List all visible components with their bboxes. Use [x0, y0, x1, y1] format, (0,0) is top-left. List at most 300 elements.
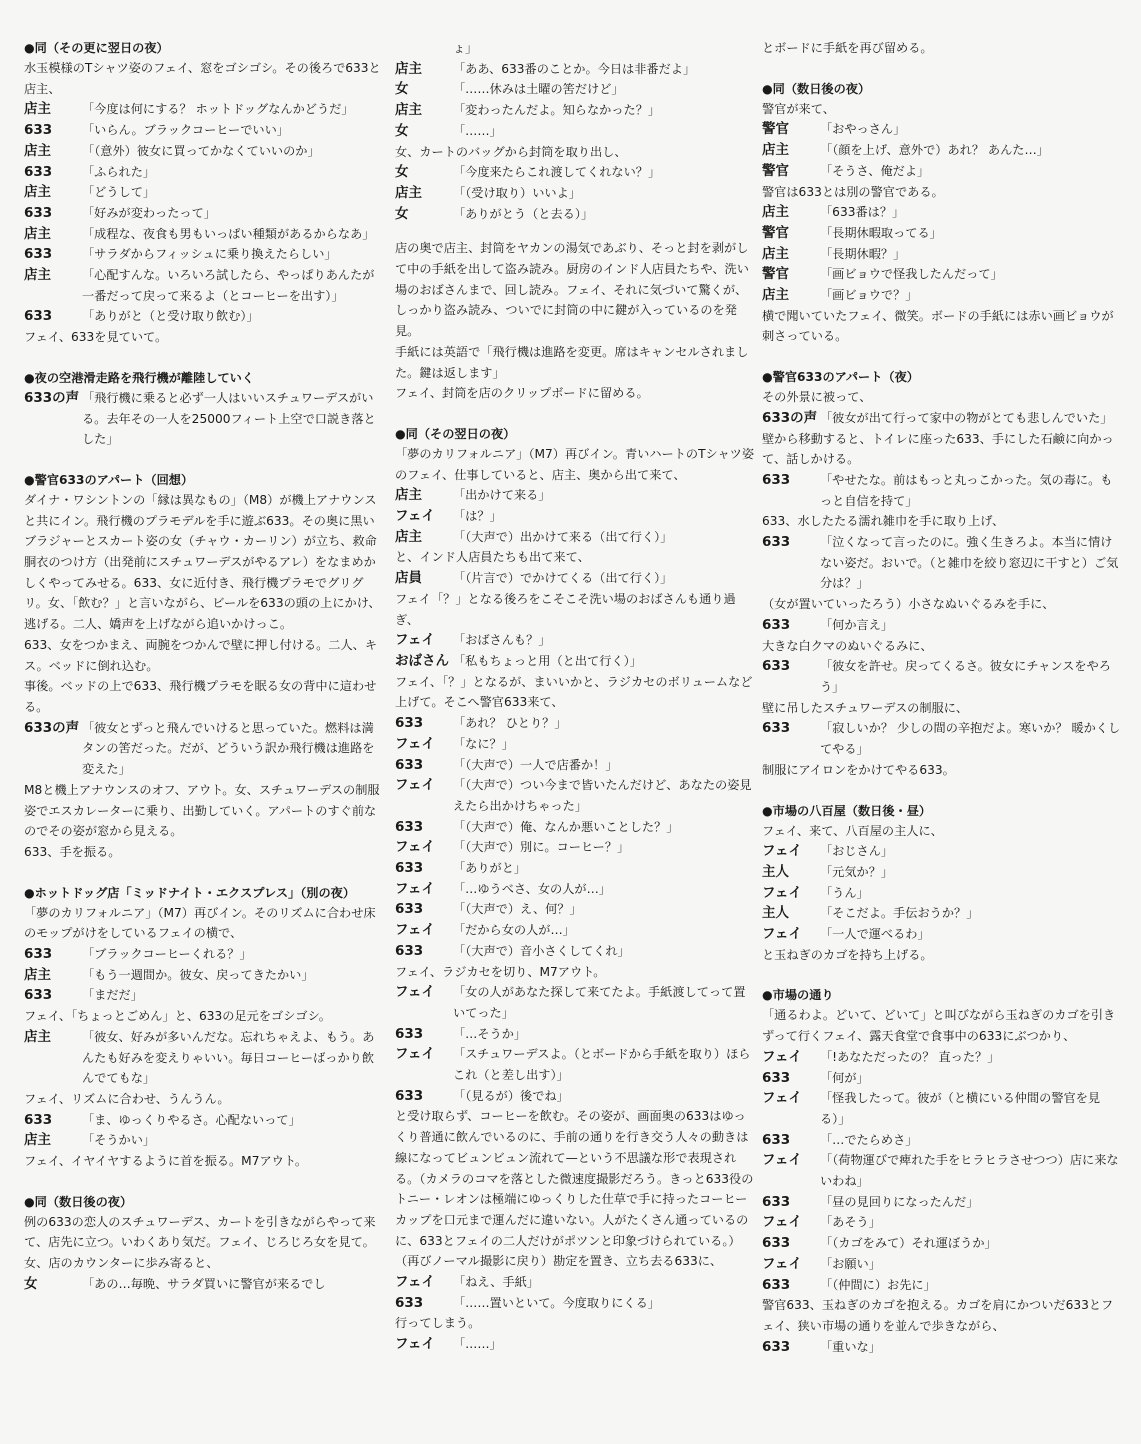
speaker-name: 女 — [395, 122, 409, 139]
section-spacer — [24, 1172, 384, 1186]
dialogue-text: 「まだだ」 — [82, 988, 143, 1003]
scene-heading: ●警官633のアパート（夜） — [762, 370, 919, 385]
dialogue-text: 「彼女とずっと飛んでいけると思っていた。燃料は満タンの筈だった。だが、どういう訳か飛行機は進路を変えた」 — [82, 720, 375, 777]
dialogue-line — [762, 1068, 1122, 1089]
section-spacer — [395, 404, 755, 418]
dialogue-line — [395, 59, 755, 80]
speaker-name: フェイ — [762, 1090, 802, 1107]
dialogue-line — [395, 713, 755, 734]
stage-direction: 水玉模様のTシャツ姿のフェイ、窓をゴシゴシ。その後ろで633と店主、 — [24, 61, 381, 96]
section-spacer — [762, 781, 1122, 795]
dialogue-text: 「元気か？」 — [820, 864, 894, 879]
stage-direction: フェイ、633を見ていて。 — [24, 330, 168, 345]
dialogue-line — [395, 755, 755, 776]
speaker-name: フェイ — [762, 1152, 802, 1169]
dialogue-text: 「何が」 — [820, 1070, 869, 1085]
speaker-name: 主人 — [762, 905, 789, 922]
section-spacer — [395, 224, 755, 238]
speaker-name: 店主 — [395, 60, 422, 77]
dialogue-line — [395, 858, 755, 879]
dialogue-text: 「変わったんだよ。知らなかった？」 — [453, 103, 661, 118]
speaker-name: フェイ — [395, 1274, 435, 1291]
stage-direction: 「夢のカリフォルニア」（M7）再びイン。そのリズムに合わせ床のモップがけをしているフェイの横で、 — [24, 905, 376, 941]
dialogue-text: 「（大声で）別に。コーヒー？」 — [453, 840, 630, 855]
dialogue-text: 「サラダからフィッシュに乗り換えたらしい」 — [82, 247, 337, 262]
speaker-name: 633 — [24, 987, 53, 1004]
dialogue-text: 「今度は何にする？ ホットドッグなんかどうだ」 — [82, 102, 354, 117]
dialogue-text: 「……休みは土曜の筈だけど」 — [453, 82, 624, 97]
dialogue-line — [762, 862, 1122, 883]
dialogue-text: 「女の人があなた探して来てたよ。手紙渡してって置いてった」 — [453, 985, 746, 1020]
dialogue-text: 「おじさん」 — [820, 844, 894, 859]
scene-heading: ●警官633のアパート（回想） — [24, 472, 194, 487]
speaker-name: フェイ — [395, 735, 435, 752]
dialogue-line — [395, 100, 755, 121]
stage-direction: その外景に被って、 — [762, 390, 872, 405]
speaker-name: 店主 — [24, 267, 51, 284]
speaker-name: 633 — [762, 534, 791, 551]
dialogue-text: 「なに？」 — [453, 736, 514, 751]
dialogue-line — [762, 1337, 1122, 1358]
dialogue-line — [24, 265, 384, 306]
scene-heading: ●市場の八百屋（数日後・昼） — [762, 803, 932, 818]
speaker-name: 633 — [762, 1131, 791, 1148]
dialogue-text: 「（カゴをみて）それ運ぼうか」 — [820, 1236, 997, 1251]
dialogue-text: 「一人で運べるわ」 — [820, 927, 930, 942]
dialogue-line — [24, 203, 384, 224]
text-column-left — [24, 38, 384, 1295]
dialogue-text: 「彼女を許せ。戻ってくるさ。彼女にチャンスをやろう」 — [820, 659, 1111, 694]
speaker-name: 店主 — [762, 245, 789, 262]
dialogue-text: 「成程な、夜食も男もいっぱい種類があるからなあ」 — [82, 226, 375, 241]
dialogue-text: 「あの…毎晩、サラダ買いに警官が来るでし — [82, 1276, 326, 1291]
dialogue-line — [24, 944, 384, 965]
dialogue-text: 「ありがとう（と去る）」 — [453, 206, 594, 221]
stage-direction: 「通るわよ。どいて、どいて」と叫びながら玉ねぎのカゴを引きずって行くフェイ、露天食堂で食事中の633にぶつかり、 — [762, 1008, 1116, 1044]
dialogue-line — [24, 965, 384, 986]
speaker-name: 女 — [395, 81, 409, 98]
stage-direction: 「夢のカリフォルニア」（M7）再びイン。青いハートのTシャツ姿のフェイ、仕事していると、店主、奥から出て来て、 — [395, 446, 755, 482]
dialogue-line — [762, 140, 1122, 161]
speaker-name: フェイ — [762, 1214, 802, 1231]
dialogue-text: 「（大声で）俺、なんか悪いことした？」 — [453, 819, 679, 834]
dialogue-line — [395, 651, 755, 672]
dialogue-text: 「好みが変わったって」 — [82, 205, 216, 220]
speaker-name: フェイ — [395, 880, 435, 897]
stage-direction: 633、女をつかまえ、両腕をつかんで壁に押し付ける。二人、キス。ベッドに倒れ込む。 — [24, 637, 378, 673]
speaker-name — [395, 38, 453, 59]
dialogue-text: 「もう一週間か。彼女、戻ってきたかい」 — [82, 967, 314, 982]
dialogue-text: 「ねえ、手紙」 — [453, 1275, 540, 1290]
dialogue-text: 「彼女が出て行って家中の物がとても悲しんでいた」 — [820, 410, 1113, 425]
dialogue-line — [395, 630, 755, 651]
section-spacer — [762, 347, 1122, 361]
speaker-name: 633 — [24, 163, 53, 180]
speaker-name: 店主 — [24, 184, 51, 201]
dialogue-text: 「（顔を上げ、意外で）あれ？ あんた…」 — [820, 143, 1049, 158]
speaker-name: 女 — [24, 1275, 38, 1292]
dialogue-line — [762, 470, 1122, 511]
section-spacer — [24, 863, 384, 877]
dialogue-text: 「画ビョウで？」 — [820, 288, 918, 303]
speaker-name: 店主 — [24, 966, 51, 983]
dialogue-line — [762, 718, 1122, 759]
dialogue-line — [24, 306, 384, 327]
speaker-name: 633 — [395, 756, 424, 773]
dialogue-line — [762, 119, 1122, 140]
dialogue-text: 「……」 — [453, 1337, 502, 1352]
dialogue-line — [395, 817, 755, 838]
dialogue-line — [24, 182, 384, 203]
scene-heading: ●同（数日後の夜） — [24, 1194, 133, 1209]
dialogue-text: ょ」 — [453, 41, 478, 55]
speaker-name: 633 — [24, 1111, 53, 1128]
dialogue-line — [395, 506, 755, 527]
dialogue-line — [762, 532, 1122, 594]
dialogue-text: 「お願い」 — [820, 1256, 881, 1271]
dialogue-line — [24, 718, 384, 780]
speaker-name: 633 — [762, 471, 791, 488]
dialogue-text: 「……置いといて。今度取りにくる」 — [453, 1295, 660, 1310]
dialogue-line — [762, 223, 1122, 244]
dialogue-text: 「心配すんな。いろいろ試したら、やっぱりあんたが一番だって戻って来るよ（とコーヒーを出す）」 — [82, 268, 375, 303]
dialogue-text: 「（大声で）一人で店番か！」 — [453, 757, 618, 772]
dialogue-line — [762, 615, 1122, 636]
speaker-name: 店主 — [395, 184, 422, 201]
dialogue-text: 「泣くなって言ったのに。強く生きろよ。本当に情けない姿だ。おいで。（と雑巾を絞り窓辺に干すと）ご気分は？」 — [820, 535, 1119, 591]
dialogue-line — [762, 1192, 1122, 1213]
stage-direction: 店の奥で店主、封筒をヤカンの湯気であぶり、そっと封を剥がして中の手紙を出して盗み読み。厨房のインド人店員たちや、洗い場のおばさんまで、回し読み。フェイ、それに気づいて驚くが、しっかり盗み読み、ついでに封筒の中に鍵が入っているのを発見。 — [395, 241, 749, 339]
dialogue-text: 「いらん。ブラックコーヒーでいい」 — [82, 123, 289, 138]
dialogue-line — [395, 527, 755, 548]
section-spacer — [24, 450, 384, 464]
dialogue-text: 「スチュワーデスよ。（とボードから手紙を取り）ほらこれ（と差し出す）」 — [453, 1047, 751, 1083]
dialogue-text: 「…ゆうべさ、女の人が…」 — [453, 881, 611, 896]
dialogue-line — [395, 485, 755, 506]
dialogue-line — [395, 183, 755, 204]
speaker-name: 店主 — [762, 204, 789, 221]
stage-direction: 警官が来て、 — [762, 101, 835, 116]
stage-direction: 壁に吊したスチュワーデスの制服に、 — [762, 700, 969, 715]
speaker-name: 女 — [395, 164, 409, 181]
dialogue-text: 「怪我したって。彼が（と横にいる仲間の警官を見る）」 — [820, 1091, 1101, 1126]
speaker-name: 633 — [24, 308, 53, 325]
dialogue-line — [395, 1272, 755, 1293]
speaker-name: 633 — [395, 715, 424, 732]
dialogue-text: 「は？」 — [453, 509, 502, 524]
speaker-name: 633 — [395, 1025, 424, 1042]
speaker-name: 633 — [395, 1294, 424, 1311]
speaker-name: 店主 — [762, 287, 789, 304]
dialogue-line — [762, 1047, 1122, 1068]
dialogue-line — [762, 244, 1122, 265]
dialogue-text: 「!あなただったの？ 直った？」 — [820, 1049, 1000, 1064]
speaker-name: 633 — [395, 1087, 424, 1104]
scene-heading: ●同（その翌日の夜） — [395, 426, 516, 441]
stage-direction: 制服にアイロンをかけてやる633。 — [762, 762, 955, 777]
dialogue-line — [762, 1254, 1122, 1275]
dialogue-text: 「長期休暇取ってる」 — [820, 225, 942, 240]
dialogue-text: 「だから女の人が…」 — [453, 923, 575, 938]
dialogue-text: 「うん」 — [820, 885, 869, 900]
speaker-name: 633 — [762, 616, 791, 633]
speaker-name: フェイ — [762, 926, 802, 943]
dialogue-line — [395, 568, 755, 589]
dialogue-text: 「ありがと（と受け取り飲む）」 — [82, 309, 259, 324]
stage-direction: 行ってしまう。 — [395, 1316, 481, 1331]
scene-heading: ●ホットドッグ店「ミッドナイト・エクスプレス」（別の夜） — [24, 885, 356, 900]
stage-direction: フェイ、来て、八百屋の主人に、 — [762, 823, 943, 838]
dialogue-line — [762, 903, 1122, 924]
dialogue-line — [24, 244, 384, 265]
speaker-name: 633の声 — [24, 389, 80, 406]
dialogue-text: 「（大声で）つい今まで皆いたんだけど、あなたの姿見えたら出かけちゃった」 — [453, 778, 752, 813]
dialogue-text: 「そうさ、俺だよ」 — [820, 163, 930, 178]
dialogue-line — [762, 202, 1122, 223]
dialogue-line — [24, 1027, 384, 1089]
scene-heading: ●同（数日後の夜） — [762, 81, 871, 96]
speaker-name: 店主 — [395, 102, 422, 119]
stage-direction: 大きな白クマのぬいぐるみに、 — [762, 638, 933, 653]
speaker-name: フェイ — [395, 508, 435, 525]
stage-direction: 事後。ベッドの上で633、飛行機プラモを眠る女の背中に這わせる。 — [24, 679, 377, 714]
speaker-name: フェイ — [762, 1048, 802, 1065]
dialogue-text: 「（荷物運びで痺れた手をヒラヒラさせつつ）店に来ないわね」 — [820, 1153, 1119, 1189]
dialogue-line — [762, 1088, 1122, 1129]
speaker-name: 店主 — [24, 142, 51, 159]
dialogue-text: 「（仲間に）お先に」 — [820, 1277, 936, 1292]
dialogue-line — [395, 162, 755, 183]
speaker-name: フェイ — [762, 884, 802, 901]
dialogue-line — [762, 408, 1122, 429]
dialogue-line — [762, 285, 1122, 306]
speaker-name: 633 — [395, 942, 424, 959]
stage-direction: と玉ねぎのカゴを持ち上げる。 — [762, 947, 933, 962]
dialogue-line — [395, 941, 755, 962]
speaker-name: フェイ — [395, 1336, 435, 1353]
dialogue-line — [24, 162, 384, 183]
dialogue-line — [395, 920, 755, 941]
dialogue-text: 「ふられた」 — [82, 164, 156, 179]
dialogue-line — [395, 982, 755, 1023]
dialogue-text: 「（大声で）出かけて来る（出て行く）」 — [453, 529, 673, 544]
speaker-name: 店員 — [395, 570, 422, 587]
stage-direction: 633、水したたる濡れ雑巾を手に取り上げ、 — [762, 514, 1005, 529]
stage-direction: ダイナ・ワシントンの「縁は異なもの」（M8）が機上アナウンスと共にイン。飛行機のプラモデルを手に遊ぶ633。その奥に黒いブラジャーとスカート姿の女（チャウ・カーリン）が立ち、救命胴衣のつけ方（出発前にスチュワーデスがやるアレ）をなまめかしくやってみせる。633、女に近付き、飛行機プラモでグリグリ。女、「飲む？」と言いながら、ビールを633の頭の上にかけ、逃げる。二人、嬌声を上げながら追いかけっこ。 — [24, 492, 381, 632]
dialogue-line — [395, 1293, 755, 1314]
stage-direction: 警官は633とは別の警官である。 — [762, 184, 944, 199]
dialogue-line — [24, 99, 384, 120]
speaker-name: 店主 — [24, 1028, 51, 1045]
speaker-name: フェイ — [395, 839, 435, 856]
speaker-name: 633 — [24, 122, 53, 139]
scene-heading: ●夜の空港滑走路を飛行機が離陸していく — [24, 370, 255, 385]
stage-direction: フェイ、「ちょっとごめん」と、633の足元をゴシゴシ。 — [24, 1009, 331, 1024]
dialogue-text: 「（見るが）後でね」 — [453, 1088, 569, 1103]
dialogue-line — [24, 141, 384, 162]
dialogue-text: 「寂しいか？ 少しの間の辛抱だよ。寒いか？ 暖かくしてやる」 — [820, 721, 1121, 757]
dialogue-text: 「あそう」 — [820, 1215, 881, 1230]
speaker-name: 店主 — [395, 528, 422, 545]
dialogue-line — [762, 656, 1122, 697]
dialogue-text: 「（受け取り）いいよ」 — [453, 185, 581, 200]
dialogue-line — [395, 775, 755, 816]
speaker-name: 警官 — [762, 224, 789, 241]
speaker-name: フェイ — [395, 922, 435, 939]
dialogue-text: 「（片言で）でかけてくる（出て行く）」 — [453, 571, 673, 586]
speaker-name: 633の声 — [24, 719, 80, 736]
dialogue-line — [24, 1110, 384, 1131]
speaker-name: フェイ — [762, 1255, 802, 1272]
dialogue-line — [762, 1212, 1122, 1233]
dialogue-text: 「……」 — [453, 123, 502, 138]
text-column-middle — [395, 38, 755, 1355]
stage-direction: と受け取らず、コーヒーを飲む。その姿が、画面奥の633はゆっくり普通に飲んでいるのに、手前の通りを行き交う人々の動きは線になってビュンビュン流れて—という不思議な形で表現される。（カメラのコマを落とした微速度撮影だろう。きっと633役のトニー・レオンは極端にゆっくりした仕草で手に持ったコーヒーカップを口元まで運んだに違いない。人がたくさん通っているのに、633とフェイの二人だけがポツンと印象づけられている。） — [395, 1109, 754, 1248]
dialogue-line — [395, 1334, 755, 1355]
dialogue-line — [395, 1086, 755, 1107]
scene-heading: ●同（その更に翌日の夜） — [24, 41, 169, 55]
dialogue-text: 「ブラックコーヒーくれる？」 — [82, 947, 252, 962]
speaker-name: フェイ — [395, 1046, 435, 1063]
speaker-name: 633 — [762, 1276, 791, 1293]
dialogue-line — [24, 1130, 384, 1151]
dialogue-text: 「あれ？ ひとり？」 — [453, 716, 567, 731]
stage-direction: 手紙には英語で「飛行機は進路を変更。席はキャンセルされました。鍵は返します」 — [395, 344, 749, 380]
speaker-name: おばさん — [395, 652, 449, 669]
dialogue-line — [395, 837, 755, 858]
dialogue-text: 「633番は？」 — [820, 205, 905, 220]
dialogue-line — [762, 1130, 1122, 1151]
speaker-name: 633 — [762, 720, 791, 737]
dialogue-text: 「（大声で）音小さくしてくれ」 — [453, 943, 630, 958]
speaker-name: 633 — [762, 1235, 791, 1252]
speaker-name: 店主 — [24, 101, 51, 118]
dialogue-line — [762, 264, 1122, 285]
dialogue-line — [24, 120, 384, 141]
section-spacer — [24, 348, 384, 362]
speaker-name: 女 — [395, 205, 409, 222]
dialogue-line — [24, 985, 384, 1006]
dialogue-line — [395, 1024, 755, 1045]
stage-direction: フェイ、封筒を店のクリップボードに留める。 — [395, 386, 649, 401]
dialogue-text: 「…そうか」 — [453, 1026, 527, 1041]
speaker-name: 633 — [762, 1193, 791, 1210]
dialogue-text: 「…でたらめさ」 — [820, 1132, 918, 1147]
dialogue-text: 「やせたな。前はもっと丸っこかった。気の毒に。もっと自信を持て」 — [820, 472, 1113, 508]
speaker-name: 633 — [762, 1338, 791, 1355]
dialogue-text: 「私もちょっと用（と出て行く）」 — [453, 653, 642, 668]
stage-direction: 例の633の恋人のスチュワーデス、カートを引きながらやって来て、店先に立つ。いわくあり気だ。フェイ、じろじろ女を見て。女、店のカウンターに歩み寄ると、 — [24, 1214, 376, 1271]
dialogue-line — [762, 924, 1122, 945]
stage-direction: フェイ、ラジカセを切り、M7アウト。 — [395, 964, 606, 979]
stage-direction: と、インド人店員たちも出て来て、 — [395, 550, 590, 565]
dialogue-line — [24, 1274, 384, 1295]
dialogue-line — [395, 38, 755, 59]
dialogue-line — [762, 1233, 1122, 1254]
dialogue-text: 「昼の見回りになったんだ」 — [820, 1194, 979, 1209]
stage-direction: フェイ、リズムに合わせ、うんうん。 — [24, 1091, 230, 1106]
dialogue-line — [762, 1150, 1122, 1191]
dialogue-text: 「今度来たらこれ渡してくれない？」 — [453, 165, 661, 180]
speaker-name: 633 — [24, 204, 53, 221]
dialogue-line — [24, 388, 384, 450]
stage-direction: とボードに手紙を再び留める。 — [762, 41, 933, 55]
speaker-name: 警官 — [762, 266, 789, 283]
dialogue-line — [762, 161, 1122, 182]
dialogue-text: 「画ビョウで怪我したんだって」 — [820, 267, 1003, 282]
section-spacer — [762, 59, 1122, 73]
stage-direction: フェイ「？」となる後ろをこそこそ洗い場のおばさんも通り過ぎ、 — [395, 591, 736, 627]
dialogue-text: 「彼女、好みが多いんだな。忘れちゃえよ、もう。あんたも好みを変えりゃいい。毎日コーヒーばっかり飲んでてもな」 — [82, 1029, 375, 1086]
text-column-right — [762, 38, 1122, 1357]
stage-direction: フェイ、イヤイヤするように首を振る。M7アウト。 — [24, 1154, 308, 1169]
speaker-name: フェイ — [762, 843, 802, 860]
stage-direction: 633、手を振る。 — [24, 844, 121, 859]
dialogue-text: 「ま、ゆっくりやるさ。心配ないって」 — [82, 1112, 301, 1127]
speaker-name: 店主 — [395, 487, 422, 504]
dialogue-text: 「重いな」 — [820, 1339, 881, 1354]
dialogue-text: 「何か言え」 — [820, 617, 894, 632]
speaker-name: 店主 — [24, 225, 51, 242]
speaker-name: フェイ — [395, 984, 435, 1001]
dialogue-line — [395, 734, 755, 755]
dialogue-line — [762, 1275, 1122, 1296]
dialogue-text: 「どうして」 — [82, 185, 156, 200]
dialogue-line — [395, 121, 755, 142]
dialogue-text: 「（大声で）え、何？」 — [453, 902, 582, 917]
dialogue-text: 「そうかい」 — [82, 1133, 156, 1148]
stage-direction: （女が置いていったろう）小さなぬいぐるみを手に、 — [762, 597, 1055, 612]
dialogue-line — [395, 204, 755, 225]
stage-direction: （再びノーマル撮影に戻り）勘定を置き、立ち去る633に、 — [395, 1254, 723, 1269]
speaker-name: 633 — [24, 246, 53, 263]
speaker-name: 店主 — [24, 1132, 51, 1149]
dialogue-text: 「そこだよ。手伝おうか？」 — [820, 906, 979, 921]
speaker-name: 警官 — [762, 162, 789, 179]
speaker-name: フェイ — [395, 632, 435, 649]
speaker-name: 警官 — [762, 121, 789, 138]
dialogue-text: 「ああ、633番のことか。今日は非番だよ」 — [453, 61, 696, 76]
speaker-name: フェイ — [395, 777, 435, 794]
speaker-name: 633 — [762, 658, 791, 675]
stage-direction: 女、カートのバッグから封筒を取り出し、 — [395, 144, 627, 159]
section-spacer — [762, 965, 1122, 979]
dialogue-line — [395, 79, 755, 100]
dialogue-line — [395, 1044, 755, 1085]
dialogue-line — [762, 841, 1122, 862]
dialogue-text: 「おやっさん」 — [820, 122, 906, 137]
stage-direction: 警官633、玉ねぎのカゴを抱える。カゴを肩にかついだ633とフェイ、狭い市場の通りを並んで歩きながら、 — [762, 1298, 1114, 1333]
speaker-name: 主人 — [762, 863, 789, 880]
speaker-name: 633 — [762, 1069, 791, 1086]
dialogue-text: 「飛行機に乗ると必ず一人はいいスチュワーデスがいる。去年その一人を25000フィート上空で口説き落とした」 — [82, 390, 376, 447]
speaker-name: 633の声 — [762, 409, 818, 426]
dialogue-line — [762, 883, 1122, 904]
speaker-name: 店主 — [762, 142, 789, 159]
speaker-name: 633 — [395, 860, 424, 877]
dialogue-line — [24, 224, 384, 245]
dialogue-text: 「ありがと」 — [453, 861, 527, 876]
dialogue-text: 「長期休暇？」 — [820, 246, 906, 261]
stage-direction: M8と機上アナウンスのオフ、アウト。女、スチュワーデスの制服姿でエスカレーターに乗り、出勤していく。アパートのすぐ前なのでその姿が窓から見える。 — [24, 782, 380, 839]
stage-direction: 壁から移動すると、トイレに座った633、手にした石鹸に向かって、話しかける。 — [762, 431, 1114, 467]
scene-heading: ●市場の通り — [762, 988, 834, 1003]
speaker-name: 633 — [395, 901, 424, 918]
dialogue-text: 「（意外）彼女に買ってかなくていいのか」 — [82, 143, 320, 158]
stage-direction: 横で聞いていたフェイ、微笑。ボードの手紙には赤い画ビョウが刺さっている。 — [762, 308, 1114, 344]
dialogue-line — [395, 899, 755, 920]
speaker-name: 633 — [395, 818, 424, 835]
